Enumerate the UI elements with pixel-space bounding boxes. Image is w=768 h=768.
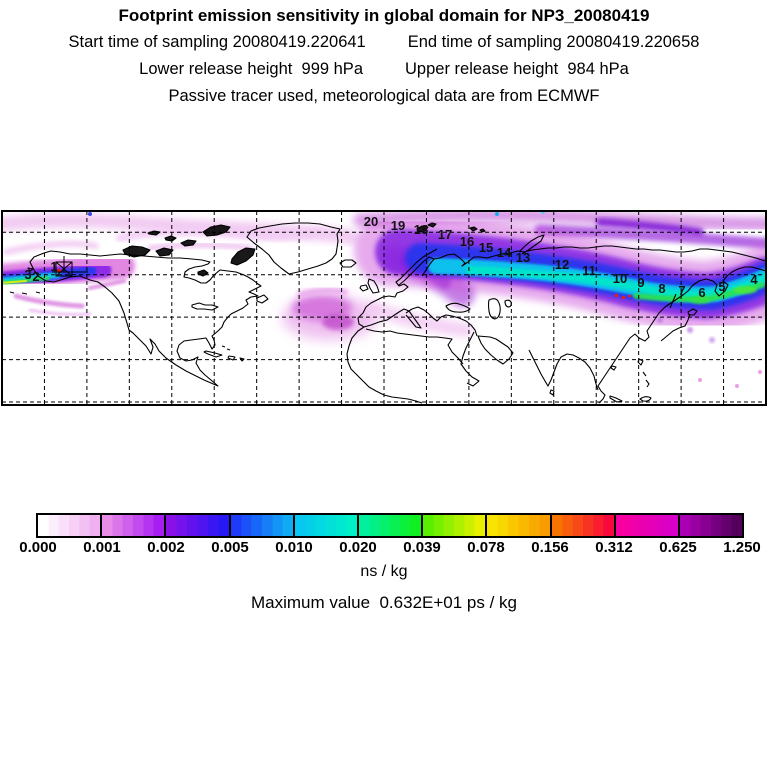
trajectory-day-label-7: 7 (678, 283, 686, 298)
colorbar-tick-0.001: 0.001 (83, 539, 121, 556)
colorbar-tick-0.625: 0.625 (659, 539, 697, 556)
purple-dot (687, 327, 693, 333)
sampling-times-line (0, 33, 768, 52)
colorbar-tick-0.039: 0.039 (403, 539, 441, 556)
trajectory-day-label-20: 20 (363, 214, 379, 229)
start-time-text: Start time of sampling 20080419.220641 (68, 33, 366, 51)
newfoundland (257, 295, 268, 303)
colorbar-segment-2 (166, 515, 230, 536)
colorbar-tick-0.020: 0.020 (339, 539, 377, 556)
colorbar-tick-0.078: 0.078 (467, 539, 505, 556)
colorbar-segment-3 (231, 515, 295, 536)
colorbar-segment-9 (616, 515, 680, 536)
release-heights-line (0, 60, 768, 79)
colorbar-tick-0.000: 0.000 (19, 539, 57, 556)
red-speck (628, 295, 631, 297)
trajectory-day-label-16: 16 (459, 234, 475, 249)
atlantic-patch-core (322, 314, 354, 330)
trajectory-day-label-3: 3 (24, 267, 32, 282)
colorbar-segment-8 (552, 515, 616, 536)
purple-dot (709, 337, 715, 343)
page-title: Footprint emission sensitivity in global domain for NP3_20080419 (118, 6, 650, 25)
trajectory-day-label-14: 14 (496, 245, 512, 260)
lower-release-text: Lower release height 999 hPa (139, 60, 363, 78)
canada-wisp (150, 245, 250, 248)
caribbean-islands (204, 346, 244, 361)
coast-india (529, 350, 598, 395)
trajectory-day-label-18: 18 (413, 222, 429, 237)
trajectory-day-label-1: 1 (50, 259, 58, 274)
trajectory-day-label-10: 10 (612, 271, 628, 286)
trajectory-day-label-19: 19 (390, 218, 406, 233)
end-time-text: End time of sampling 20080419.220658 (407, 33, 700, 51)
caspian-sea (489, 299, 501, 319)
green-spot (733, 286, 757, 294)
arctic-speck (88, 212, 92, 216)
trajectory-day-label-8: 8 (658, 281, 666, 296)
trajectory-day-label-9: 9 (637, 275, 645, 290)
arctic-speck (495, 212, 499, 216)
colorbar-tick-0.312: 0.312 (595, 539, 633, 556)
coast-africa (347, 327, 463, 403)
trajectory-day-label-12: 12 (554, 257, 570, 272)
maximum-value-line: Maximum value 0.632E+01 ps / kg (251, 593, 517, 612)
colorbar-tick-0.002: 0.002 (147, 539, 185, 556)
colorbar-segment-4 (295, 515, 359, 536)
colorbar (36, 513, 744, 538)
colorbar-tick-labels (0, 539, 768, 557)
trajectory-day-label-6: 6 (698, 285, 706, 300)
pink-speck (758, 370, 762, 374)
tracer-line: Passive tracer used, meteorological data are from ECMWF (168, 87, 600, 105)
colorbar-tick-0.005: 0.005 (211, 539, 249, 556)
alaska-wisp (16, 296, 82, 306)
trajectory-day-label-13: 13 (515, 250, 531, 265)
purple-dot (657, 317, 663, 323)
iceland (340, 260, 356, 267)
world-map (0, 208, 768, 408)
pink-speck (735, 384, 739, 388)
colorbar-segment-10 (680, 515, 742, 536)
colorbar-segment-5 (359, 515, 423, 536)
colorbar-segment-7 (487, 515, 551, 536)
alaska-wisp (90, 281, 124, 288)
atlantic-wisp (300, 291, 345, 295)
trajectory-day-label-4: 4 (750, 272, 758, 287)
colorbar-segment-6 (423, 515, 487, 536)
colorbar-tick-0.010: 0.010 (275, 539, 313, 556)
red-speck (615, 294, 618, 297)
upper-release-text: Upper release height 984 hPa (405, 60, 629, 78)
colorbar-segment-0 (38, 515, 102, 536)
alaska-wisp (30, 310, 90, 315)
red-speck (622, 296, 625, 299)
colorbar-tick-0.156: 0.156 (531, 539, 569, 556)
colorbar-units: ns / kg (360, 563, 408, 580)
pink-speck (698, 378, 702, 382)
trajectory-day-label-15: 15 (478, 240, 494, 255)
se-asia-islands (610, 359, 651, 402)
colorbar-tick-1.250: 1.250 (723, 539, 761, 556)
colorbar-segment-1 (102, 515, 166, 536)
trajectory-day-label-2: 2 (32, 269, 40, 284)
trajectory-day-label-17: 17 (437, 227, 453, 242)
trajectory-day-label-11: 11 (582, 263, 596, 278)
aral-sea (505, 300, 511, 307)
trajectory-day-label-5: 5 (718, 279, 726, 294)
